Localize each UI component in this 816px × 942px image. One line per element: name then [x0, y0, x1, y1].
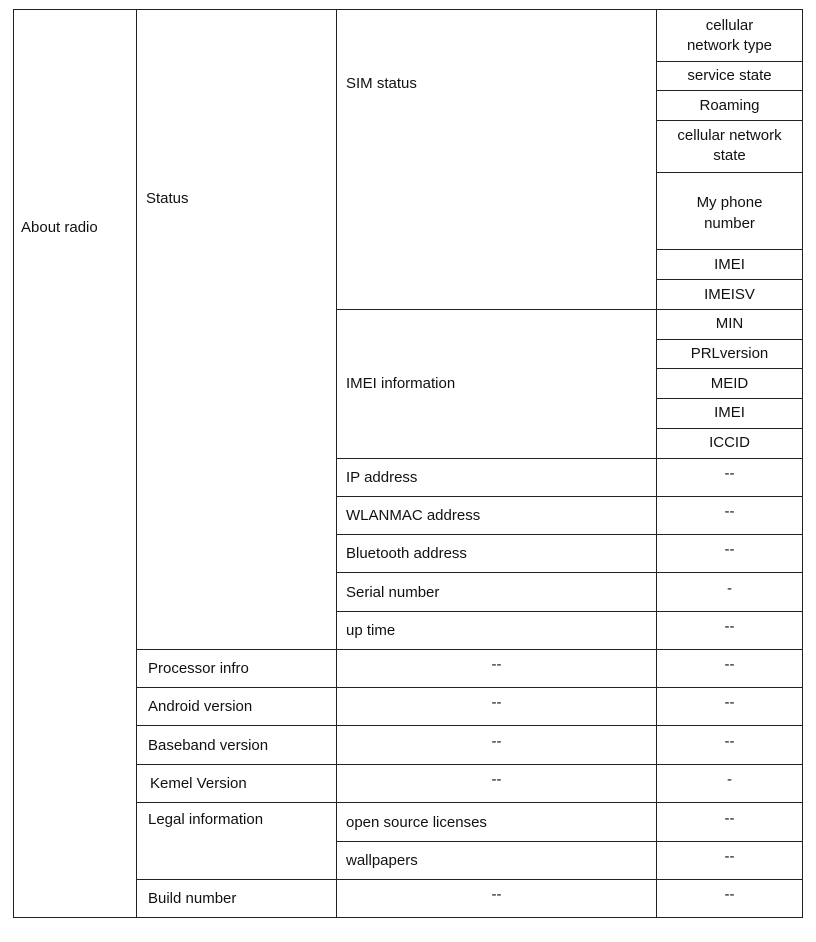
row-value: --	[724, 694, 735, 711]
status-row-value: --	[724, 618, 735, 635]
row-mid: --	[491, 771, 502, 788]
row-line	[136, 764, 803, 765]
sim-item-imei: IMEI	[714, 256, 745, 273]
status-row-label: WLANMAC address	[346, 507, 481, 524]
status-row-label: IP address	[346, 469, 418, 486]
row-line	[336, 534, 803, 535]
status-row-value: --	[724, 503, 735, 520]
root-label: About radio	[21, 219, 98, 236]
sim-item-imeisv: IMEISV	[704, 286, 755, 303]
status-row-value: --	[724, 465, 735, 482]
row-line	[656, 428, 803, 429]
sim-item-roaming: Roaming	[699, 97, 760, 114]
status-row-label: up time	[346, 622, 396, 639]
row-line	[136, 802, 803, 803]
build-label: Build number	[148, 890, 237, 907]
row-value: -	[727, 771, 732, 788]
imei-item-imei: IMEI	[714, 404, 745, 421]
imei-info-label: IMEI information	[346, 375, 456, 392]
status-label: Status	[146, 190, 189, 207]
sim-item-cellular-network-type: cellular network type	[686, 17, 773, 54]
imei-item-prlversion: PRLversion	[690, 345, 769, 362]
row-line	[656, 90, 803, 91]
row-line	[336, 611, 803, 612]
sim-status-label: SIM status	[346, 75, 417, 92]
table-border-top	[13, 9, 803, 10]
col-sep-1	[136, 9, 137, 918]
imei-item-min: MIN	[715, 315, 744, 332]
row-line	[136, 649, 803, 650]
build-mid: --	[491, 886, 502, 903]
status-row-value: --	[724, 541, 735, 558]
table-border-right	[802, 9, 803, 918]
row-line	[336, 458, 803, 459]
row-label: Android version	[148, 698, 253, 715]
row-label: Kemel Version	[150, 775, 247, 792]
row-line	[336, 496, 803, 497]
imei-item-iccid: ICCID	[709, 434, 750, 451]
sim-item-cellular-network-state: cellular network state	[677, 127, 782, 164]
row-line	[656, 61, 803, 62]
table-border-left	[13, 9, 14, 918]
sim-item-service-state: service state	[687, 67, 772, 84]
build-value: --	[724, 886, 735, 903]
row-line	[656, 368, 803, 369]
imei-item-meid: MEID	[710, 375, 749, 392]
row-line	[656, 398, 803, 399]
row-mid: --	[491, 694, 502, 711]
row-mid: --	[491, 656, 502, 673]
row-line	[656, 339, 803, 340]
row-line	[656, 249, 803, 250]
row-line	[656, 120, 803, 121]
legal-item-value: --	[724, 848, 735, 865]
row-line	[336, 572, 803, 573]
row-line	[136, 879, 803, 880]
row-label: Processor infro	[148, 660, 249, 677]
row-line	[136, 725, 803, 726]
row-line	[336, 841, 803, 842]
row-line	[656, 172, 803, 173]
legal-item-value: --	[724, 810, 735, 827]
status-row-label: Bluetooth address	[346, 545, 467, 562]
row-line	[136, 687, 803, 688]
status-row-label: Serial number	[346, 584, 440, 601]
row-value: --	[724, 733, 735, 750]
row-line	[336, 309, 803, 310]
status-row-value: -	[727, 580, 732, 597]
row-label: Baseband version	[148, 737, 269, 754]
row-value: --	[724, 656, 735, 673]
legal-item-label: open source licenses	[346, 814, 487, 831]
sim-item-my-phone-number: My phone number	[696, 194, 763, 232]
table-border-bottom	[13, 917, 803, 918]
legal-label: Legal information	[148, 811, 264, 828]
row-mid: --	[491, 733, 502, 750]
legal-item-label: wallpapers	[346, 852, 418, 869]
row-line	[656, 279, 803, 280]
